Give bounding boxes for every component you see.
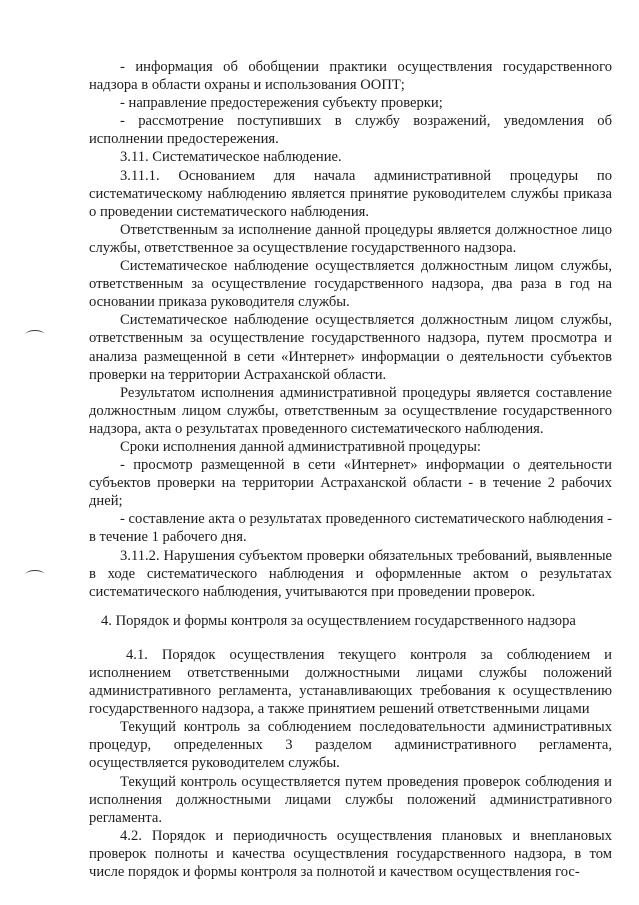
paragraph-list-item-objections: - рассмотрение поступивших в службу возражений, уведомления об исполнении предостережения. — [89, 113, 612, 148]
paragraph-4-1: 4.1. Порядок осуществления текущего контроля за соблюдением и исполнением ответственными должностными лицами службы положений административного регламента, устанавливающих требования к осуществлению государственного надзора, а также принятием решений ответственными лицами — [89, 646, 612, 718]
paragraph-current-control: Текущий контроль за соблюдением последовательности административных процедур, определенных 3 разделом административного регламента, осуществляется руководителем службы. — [89, 719, 612, 772]
paragraph-4-2: 4.2. Порядок и периодичность осуществления плановых и внеплановых проверок полноты и качества осуществления государственного надзора, в том числе порядок и формы контроля за полнотой и качеством осуществления гос- — [89, 827, 612, 881]
paragraph-result: Результатом исполнения административной процедуры является составление должностным лицом службы, ответственным за осуществление государственного надзора, акта о результатах проведенного систематического наблюдения. — [89, 384, 612, 437]
paragraph-internet-review: Систематическое наблюдение осуществляется должностным лицом службы, ответственным за осуществление государственного надзора, путем просмотра и анализа размещенной в сети «Интернет» информации о деятельности субъектов проверки на территории Астраханской области. — [89, 312, 612, 383]
margin-scan-mark-upper — [26, 330, 44, 338]
paragraph-list-item-info: - информация об обобщении практики осуществления государственного надзора в области охраны и использования ООПТ; — [89, 59, 612, 94]
paragraph-deadline-review: - просмотр размещенной в сети «Интернет» информации о деятельности субъектов проверки на территории Астраханской области - в течение 2 рабочих дней; — [89, 457, 612, 510]
paragraph-3-11-2: 3.11.2. Нарушения субъектом проверки обязательных требований, выявленные в ходе систематического наблюдения и оформленные актом о результатах систематического наблюдения, учитываются при проведении проверок. — [89, 547, 612, 600]
paragraph-responsible: Ответственным за исполнение данной процедуры является должностное лицо службы, ответственное за осуществление государственного надзора. — [89, 221, 612, 256]
section-heading-4: 4. Порядок и формы контроля за осуществлением государственного надзора — [101, 612, 576, 629]
paragraph-deadline-act: - составление акта о результатах проведенного систематического наблюдения - в течение 1 рабочего дня. — [89, 511, 612, 546]
subsection-title-3-11: 3.11. Систематическое наблюдение. — [120, 149, 342, 166]
document-page — [89, 58, 612, 881]
paragraph-list-item-warning: - направление предостережения субъекту проверки; — [120, 95, 443, 112]
paragraph-3-11-1: 3.11.1. Основанием для начала административной процедуры по систематическому наблюдению является принятие руководителем службы приказа о проведении систематического наблюдения. — [89, 167, 612, 220]
paragraph-control-method: Текущий контроль осуществляется путем проведения проверок соблюдения и исполнения должностными лицами службы положений административного регламента. — [89, 773, 612, 826]
margin-scan-mark-lower — [26, 570, 44, 578]
paragraph-deadlines: Сроки исполнения данной административной процедуры: — [120, 438, 481, 455]
paragraph-twice-a-year: Систематическое наблюдение осуществляется должностным лицом службы, ответственным за осуществление государственного надзора, два раза в год на основании приказа руководителя службы. — [89, 258, 612, 311]
